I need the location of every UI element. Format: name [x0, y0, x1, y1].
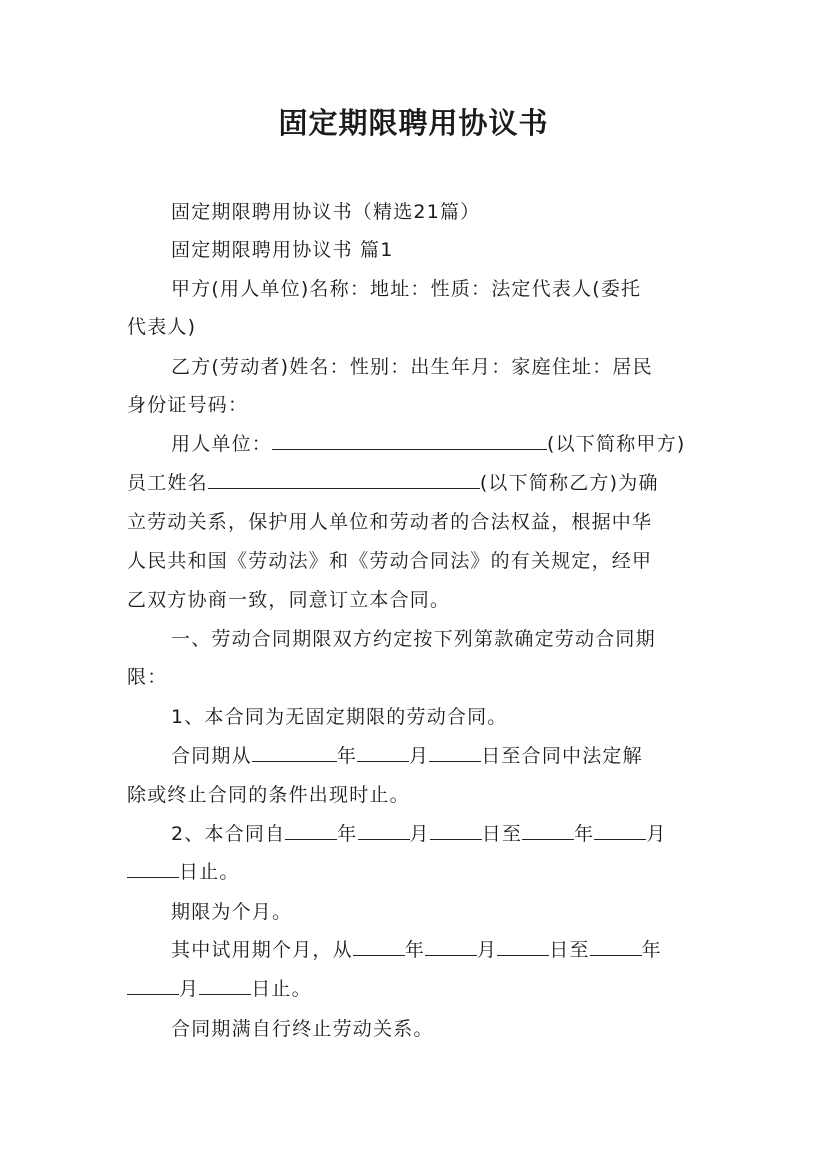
- term-clause-line: 一、劳动合同期限双方约定按下列第款确定劳动合同期: [171, 628, 656, 650]
- document-title: 固定期限聘用协议书: [278, 106, 549, 140]
- day-blank: [430, 821, 482, 840]
- duration-line: 期限为个月。: [171, 901, 293, 923]
- year-blank: [522, 821, 574, 840]
- day-blank: [199, 976, 251, 995]
- month-blank: [425, 937, 477, 956]
- month-blank: [127, 976, 179, 995]
- probation-line-cont: 月 日止。: [127, 976, 707, 1002]
- year-blank: [252, 743, 337, 762]
- employer-line: 用人单位： (以下简称甲方): [171, 433, 686, 455]
- party-b-line-cont: 身份证号码：: [127, 394, 249, 416]
- probation-line: 其中试用期个月，从 年 月 日至 年: [171, 939, 662, 961]
- clause-2-line-cont: 日止。: [127, 859, 707, 885]
- month-blank: [358, 821, 410, 840]
- employee-line: 员工姓名 (以下简称乙方)为确: [127, 472, 659, 494]
- month-blank: [594, 821, 646, 840]
- body-line: 立劳动关系，保护用人单位和劳动者的合法权益，根据中华: [127, 511, 653, 533]
- section-heading: 固定期限聘用协议书 篇1: [171, 239, 394, 261]
- year-blank: [353, 937, 405, 956]
- party-b-line: 乙方(劳动者)姓名：性别：出生年月：家庭住址：居民: [171, 356, 653, 378]
- clause-1-line: 1、本合同为无固定期限的劳动合同。: [171, 706, 508, 728]
- body-line: 乙双方协商一致，同意订立本合同。: [127, 589, 451, 611]
- expiry-line: 合同期满自行终止劳动关系。: [171, 1018, 434, 1040]
- day-blank: [429, 743, 481, 762]
- day-blank: [127, 859, 179, 878]
- day-blank: [497, 937, 549, 956]
- employee-blank: [208, 470, 480, 489]
- clause-2-line: 2、本合同自 年 月 日至 年 月: [171, 823, 667, 845]
- contract-period-line: 合同期从 年 月 日至合同中法定解: [171, 745, 643, 767]
- term-clause-line-cont: 限：: [127, 666, 168, 688]
- party-a-line-cont: 代表人): [127, 316, 197, 338]
- body-line: 人民共和国《劳动法》和《劳动合同法》的有关规定，经甲: [127, 550, 653, 572]
- year-blank: [590, 937, 642, 956]
- month-blank: [357, 743, 409, 762]
- subtitle-line: 固定期限聘用协议书（精选21篇）: [171, 201, 481, 223]
- employer-blank: [272, 431, 547, 450]
- party-a-line: 甲方(用人单位)名称：地址：性质：法定代表人(委托: [171, 278, 642, 300]
- year-blank: [285, 821, 337, 840]
- contract-period-line-cont: 除或终止合同的条件出现时止。: [127, 784, 410, 806]
